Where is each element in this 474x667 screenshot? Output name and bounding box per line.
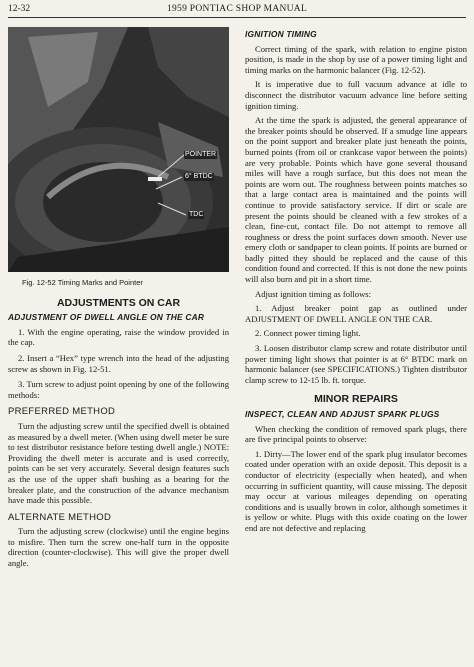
label-pointer: POINTER bbox=[185, 151, 217, 158]
right-column bbox=[245, 27, 467, 538]
heading-ignition-timing: IGNITION TIMING bbox=[245, 29, 317, 39]
engine-illustration bbox=[8, 27, 229, 272]
section-title-adjustments: ADJUSTMENTS ON CAR bbox=[56, 296, 181, 309]
ignition-paragraph-2: It is imperative due to full vacuum advance at idle to disconnect the distributor vacuum advance line before setting ignition timing. bbox=[245, 79, 467, 111]
page-number: 12-32 bbox=[8, 4, 31, 14]
step-2: 2. Insert a “Hex” type wrench into the head of the adjusting screw as shown in Fig. 12-51. bbox=[8, 352, 229, 374]
manual-title: 1959 PONTIAC SHOP MANUAL bbox=[166, 4, 308, 14]
header-rule bbox=[8, 17, 466, 18]
heading-spark-plugs: INSPECT, CLEAN AND ADJUST SPARK PLUGS bbox=[245, 409, 440, 419]
adjust-intro: Adjust ignition timing as follows: bbox=[255, 288, 372, 299]
timing-marks-photo bbox=[8, 27, 229, 272]
heading-preferred-method: PREFERRED METHOD bbox=[8, 406, 116, 418]
subheading-dwell-angle: ADJUSTMENT OF DWELL ANGLE ON THE CAR bbox=[8, 312, 205, 323]
alternate-method-text: Turn the adjusting screw (clockwise) until the engine begins to misfire. Then turn the screw one-half turn in the opposite direction (counter-clockwise). This will give the proper dwell angle. bbox=[8, 526, 229, 569]
adjust-step-1: 1. Adjust breaker point gap as outlined under ADJUSTMENT OF DWELL ANGLE ON THE CAR. bbox=[245, 303, 467, 324]
adjust-step-2: 2. Connect power timing light. bbox=[255, 328, 361, 339]
heading-alternate-method: ALTERNATE METHOD bbox=[8, 511, 112, 523]
spark-plug-point-1: 1. Dirty—The lower end of the spark plug insulator becomes coated under operation with an oxide deposit. This deposit is a conductor of electricity (especially when heated), and when occurring in sufficient quantity, will cause missing. The deposit may occur at various mileages depending on operating conditions and is usually brown in color, although sometimes it is yellow or white. Plugs with this oxide coating on the lower end are not defective and replacing bbox=[245, 448, 467, 533]
ignition-paragraph-1: Correct timing of the spark, with relation to engine piston position, is made in the shop by use of a power timing light and timing marks on the harmonic balancer (Fig. 12-52). bbox=[245, 43, 467, 75]
label-tdc: TDC bbox=[189, 211, 204, 218]
preferred-method-text: Turn the adjusting screw until the specified dwell is obtained as measured by a dwell meter. (When using dwell meter be sure to test distributor resistance before testing dwell angle.) NOTE: Providing the dwell meter is accurate and is used correctly, points can be set very accurately. Several design features such as the use of the upper shaft bushing as a bearing for the breaker plate, and the construction of the advance mechanism have made this possible. bbox=[8, 420, 229, 506]
ignition-paragraph-3: At the time the spark is adjusted, the general appearance of the breaker points should be observed. If a smudge line appears on the point support and breaker plate just beneath the points, burned points (from oil or crankcase vapor between the points) are very probable. Points which have gone several thousand miles will have a rough surface, but this does not mean the points are worn out. The roughness between points matches so that a large contact area is maintained and the points will continue to provide satisfactory service. If dirt or scale are present the points should be cleaned with a few strokes of a clean, fine-cut, contact file. Do not attempt to remove all roughness or dress the point surfaces down smooth. Never use emery cloth or sandpaper to clean points. If points are burned or badly pitted they should be replaced and the cause of this condition found and corrected. If this is not done the new points will also burn and pit in a short time. bbox=[245, 115, 467, 285]
left-column bbox=[8, 27, 229, 574]
page-header bbox=[8, 4, 466, 18]
adjust-step-3: 3. Loosen distributor clamp screw and rotate distributor until power timing light shows that pointer is at 6° BTDC mark on harmonic balancer (see SPECIFICATIONS.) Tighten distributor clamp screw to 12-15 lb. ft. torque. bbox=[245, 343, 467, 385]
spark-plug-intro: When checking the condition of removed spark plugs, there are five principal points to observe: bbox=[245, 423, 467, 445]
step-1: 1. With the engine operating, raise the window provided in the cap. bbox=[8, 326, 229, 348]
section-title-minor-repairs: MINOR REPAIRS bbox=[314, 393, 398, 406]
figure-caption: Fig. 12-52 Timing Marks and Pointer bbox=[22, 278, 143, 287]
step-3: 3. Turn screw to adjust point opening by one of the following methods: bbox=[8, 379, 230, 400]
label-6-btdc: 6° BTDC bbox=[185, 173, 213, 180]
